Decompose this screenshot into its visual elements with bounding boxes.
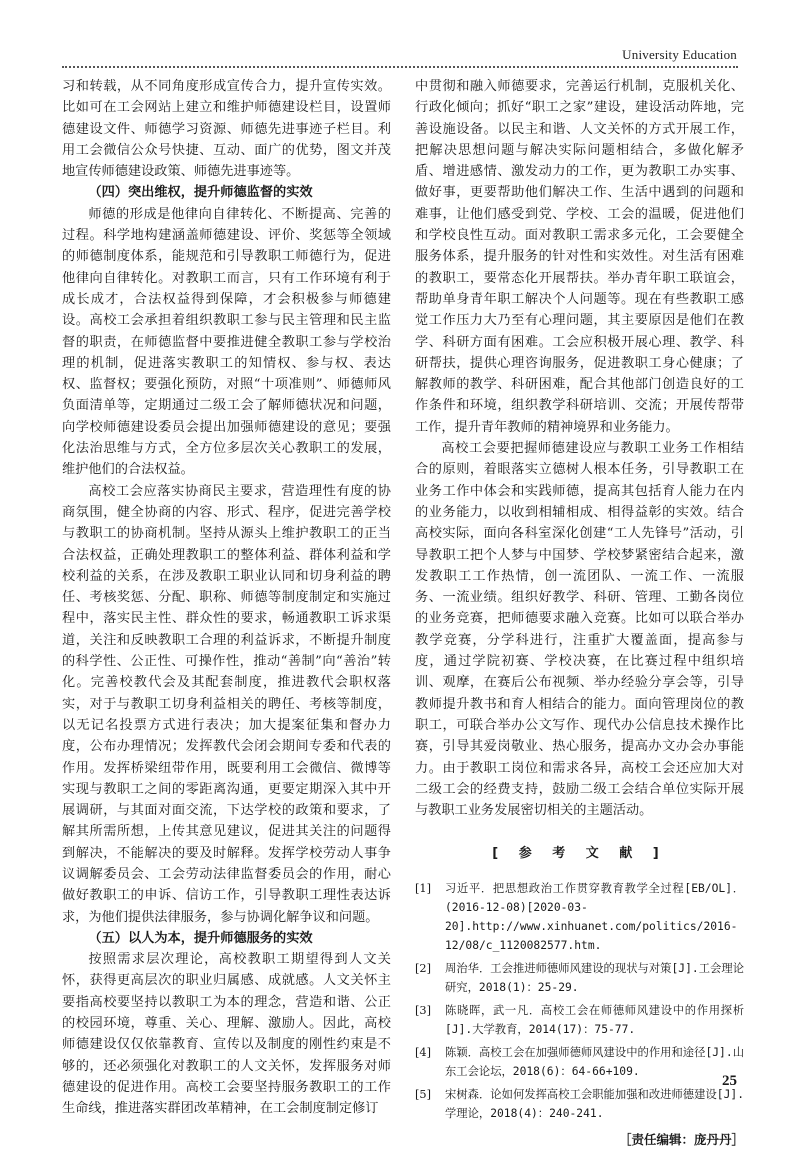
reference-text: 宋树森．论如何发挥高校工会职能加强和改进师德建设[J].学理论，2018(4)：240-241. <box>445 1087 744 1120</box>
reference-number: [1] <box>415 881 432 895</box>
left-column <box>62 76 391 1120</box>
references-heading: [ 参 考 文 献 ] <box>492 846 667 862</box>
paragraph: 按照需求层次理论，高校教职工期望得到人文关怀，获得更高层次的职业归属感、成就感。人文关怀主要指高校要坚持以教职工为本的理念，营造和谐、公正的校园环境，尊重、关心、理解、激励人。因此，高校师德建设仅仅依靠教育、宣传以及制度的刚性约束是不够的，还必须强化对教职工的人文关怀，发挥服务对师德建设的促进作用。高校工会要坚持服务教职工的工作生命线，推进落实群团改革精神，在工会制度制定修订 <box>62 952 391 1117</box>
reference-number: [5] <box>415 1087 432 1101</box>
section-heading: （五）以人为本，提升师德服务的实效 <box>88 930 313 946</box>
reference-number: [2] <box>415 961 432 975</box>
paragraph: 习和转载，从不同角度形成宣传合力，提升宣传实效。比如可在工会网站上建立和维护师德建设栏目，设置师德建设文件、师德学习资源、师德先进事迹子栏目。利用工会微信公众号快捷、互动、面广的优势，图文并茂地宣传师德建设政策、师德先进事迹等。 <box>62 79 391 180</box>
header-divider <box>62 66 738 68</box>
reference-item <box>415 959 744 997</box>
reference-text: 习近平．把思想政治工作贯穿教育教学全过程[EB/OL]．(2016-12-08)[2020-03-20].http://www.xinhuanet.com/politics/2016-12/08/c_1120082577.htm. <box>445 881 744 952</box>
reference-list <box>415 879 744 1123</box>
reference-item <box>415 879 744 955</box>
reference-item <box>415 1001 744 1039</box>
reference-item <box>415 1043 744 1081</box>
right-column <box>415 76 744 1150</box>
paragraph: 师德的形成是他律向自律转化、不断提高、完善的过程。科学地构建涵盖师德建设、评价、奖惩等全领域的师德制度体系，能规范和引导教职工师德行为，促进他律向自律转化。对教职工而言，只有工作环境有利于成长成才，合法权益得到保障，才会积极参与师德建设。高校工会承担着组织教职工参与民主管理和民主监督的职责，在师德监督中要推进健全教职工参与学校治理的机制，促进落实教职工的知情权、参与权、表达权、监督权；要强化预防，对照“十项准则”、师德师风负面清单等，定期通过二级工会了解师德状况和问题，向学校师德建设委员会提出加强师德建设的意见；要强化法治思维与方式，全方位多层次关心教职工的发展，维护他们的合法权益。 <box>62 206 391 478</box>
reference-number: [4] <box>415 1045 432 1059</box>
reference-item <box>415 1085 744 1123</box>
reference-number: [3] <box>415 1003 432 1017</box>
section-heading: （四）突出维权，提升师德监督的实效 <box>88 185 313 201</box>
paragraph: 中贯彻和融入师德要求，完善运行机制，克服机关化、行政化倾向；抓好“职工之家”建设，建设活动阵地，完善设施设备。以民主和谐、人文关怀的方式开展工作，把解决思想问题与解决实际问题相结合，多做化解矛盾、增进感情、激发动力的工作，更为教职工办实事、做好事，更要帮助他们解决工作、生活中遇到的问题和难事，让他们感受到党、学校、工会的温暖，促进他们和学校良性互动。面对教职工需求多元化，工会要健全服务体系，提升服务的针对性和实效性。对生活有困难的教职工，要常态化开展帮扶。举办青年职工联谊会，帮助单身青年职工解决个人问题等。现在有些教职工感觉工作压力大乃至有心理问题，其主要原因是他们在教学、科研方面有困难。工会应积极开展心理、教学、科研帮扶，提供心理咨询服务，促进教职工身心健康；了解教师的教学、科研困难，配合其他部门创造良好的工作条件和环境，组织教学科研培训、交流；开展传帮带工作，提升青年教师的精神境界和业务能力。 <box>415 79 744 435</box>
reference-text: 周治华．工会推进师德师风建设的现状与对策[J].工会理论研究，2018(1)：25-29. <box>445 961 744 994</box>
reference-text: 陈颖．高校工会在加强师德师风建设中的作用和途径[J].山东工会论坛，2018(6)：64-66+109. <box>445 1045 744 1078</box>
reference-text: 陈晓晖，武一凡．高校工会在师德师风建设中的作用探析[J].大学教育，2014(17)：75-77. <box>445 1003 744 1036</box>
journal-name: University Education <box>622 47 737 62</box>
paragraph: 高校工会要把握师德建设应与教职工业务工作相结合的原则，着眼落实立德树人根本任务，引导教职工在业务工作中体会和实践师德，提高其包括育人能力在内的业务能力，以收到相辅相成、相得益彰的实效。结合高校实际，面向各科室深化创建“工人先锋号”活动，引导教职工把个人梦与中国梦、学校梦紧密结合起来，激发教职工工作热情，创一流团队、一流工作、一流服务、一流业绩。组织好教学、科研、管理、工勤各岗位的业务竞赛，把师德要求融入竞赛。比如可以联合举办教学竞赛，分学科进行，注重扩大覆盖面，提高参与度，通过学院初赛、学校决赛，在比赛过程中组织培训、观摩，在赛后公布视频、举办经验分享会等，引导教师提升教书和育人相结合的能力。面向管理岗位的教职工，可联合举办公文写作、现代办公信息技术操作比赛，引导其爱岗敬业、热心服务，提高办文办会办事能力。由于教职工岗位和需求各异，高校工会还应加大对二级工会的经费支持，鼓励二级工会结合单位实际开展与教职工业务发展密切相关的主题活动。 <box>415 441 744 819</box>
responsible-editor: ［责任编辑：庞丹丹］ <box>618 1131 744 1147</box>
paragraph: 高校工会应落实协商民主要求，营造理性有度的协商氛围，健全协商的内容、形式、程序，促进完善学校与教职工的协商机制。坚持从源头上维护教职工的正当合法权益，正确处理教职工的整体利益、群体利益和学校利益的关系，在涉及教职工职业认同和切身利益的聘任、考核奖惩、分配、职称、师德等制度制定和实施过程中，落实民主性、群众性的要求，畅通教职工诉求渠道，关注和反映教职工合理的利益诉求，不断提升制度的科学性、公正性、可操作性，推动“善制”向“善治”转化。完善校教代会及其配套制度，推进教代会职权落实，对于与教职工切身利益相关的聘任、考核等制度，以无记名投票方式进行表决；加大提案征集和督办力度，公布办理情况；发挥教代会闭会期间专委和代表的作用。发挥桥梁纽带作用，既要利用工会微信、微博等实现与教职工之间的零距离沟通，更要定期深入其中开展调研，与其面对面交流，下达学校的政策和要求，了解其所需所想，上传其意见建议，促进其关注的问题得到解决，不能解决的要及时解释。发挥学校劳动人事争议调解委员会、工会劳动法律监督委员会的作用，耐心做好教职工的申诉、信访工作，引导教职工理性表达诉求，为他们提供法律服务，参与协调化解争议和问题。 <box>62 483 391 925</box>
page-number: 25 <box>722 1073 737 1089</box>
